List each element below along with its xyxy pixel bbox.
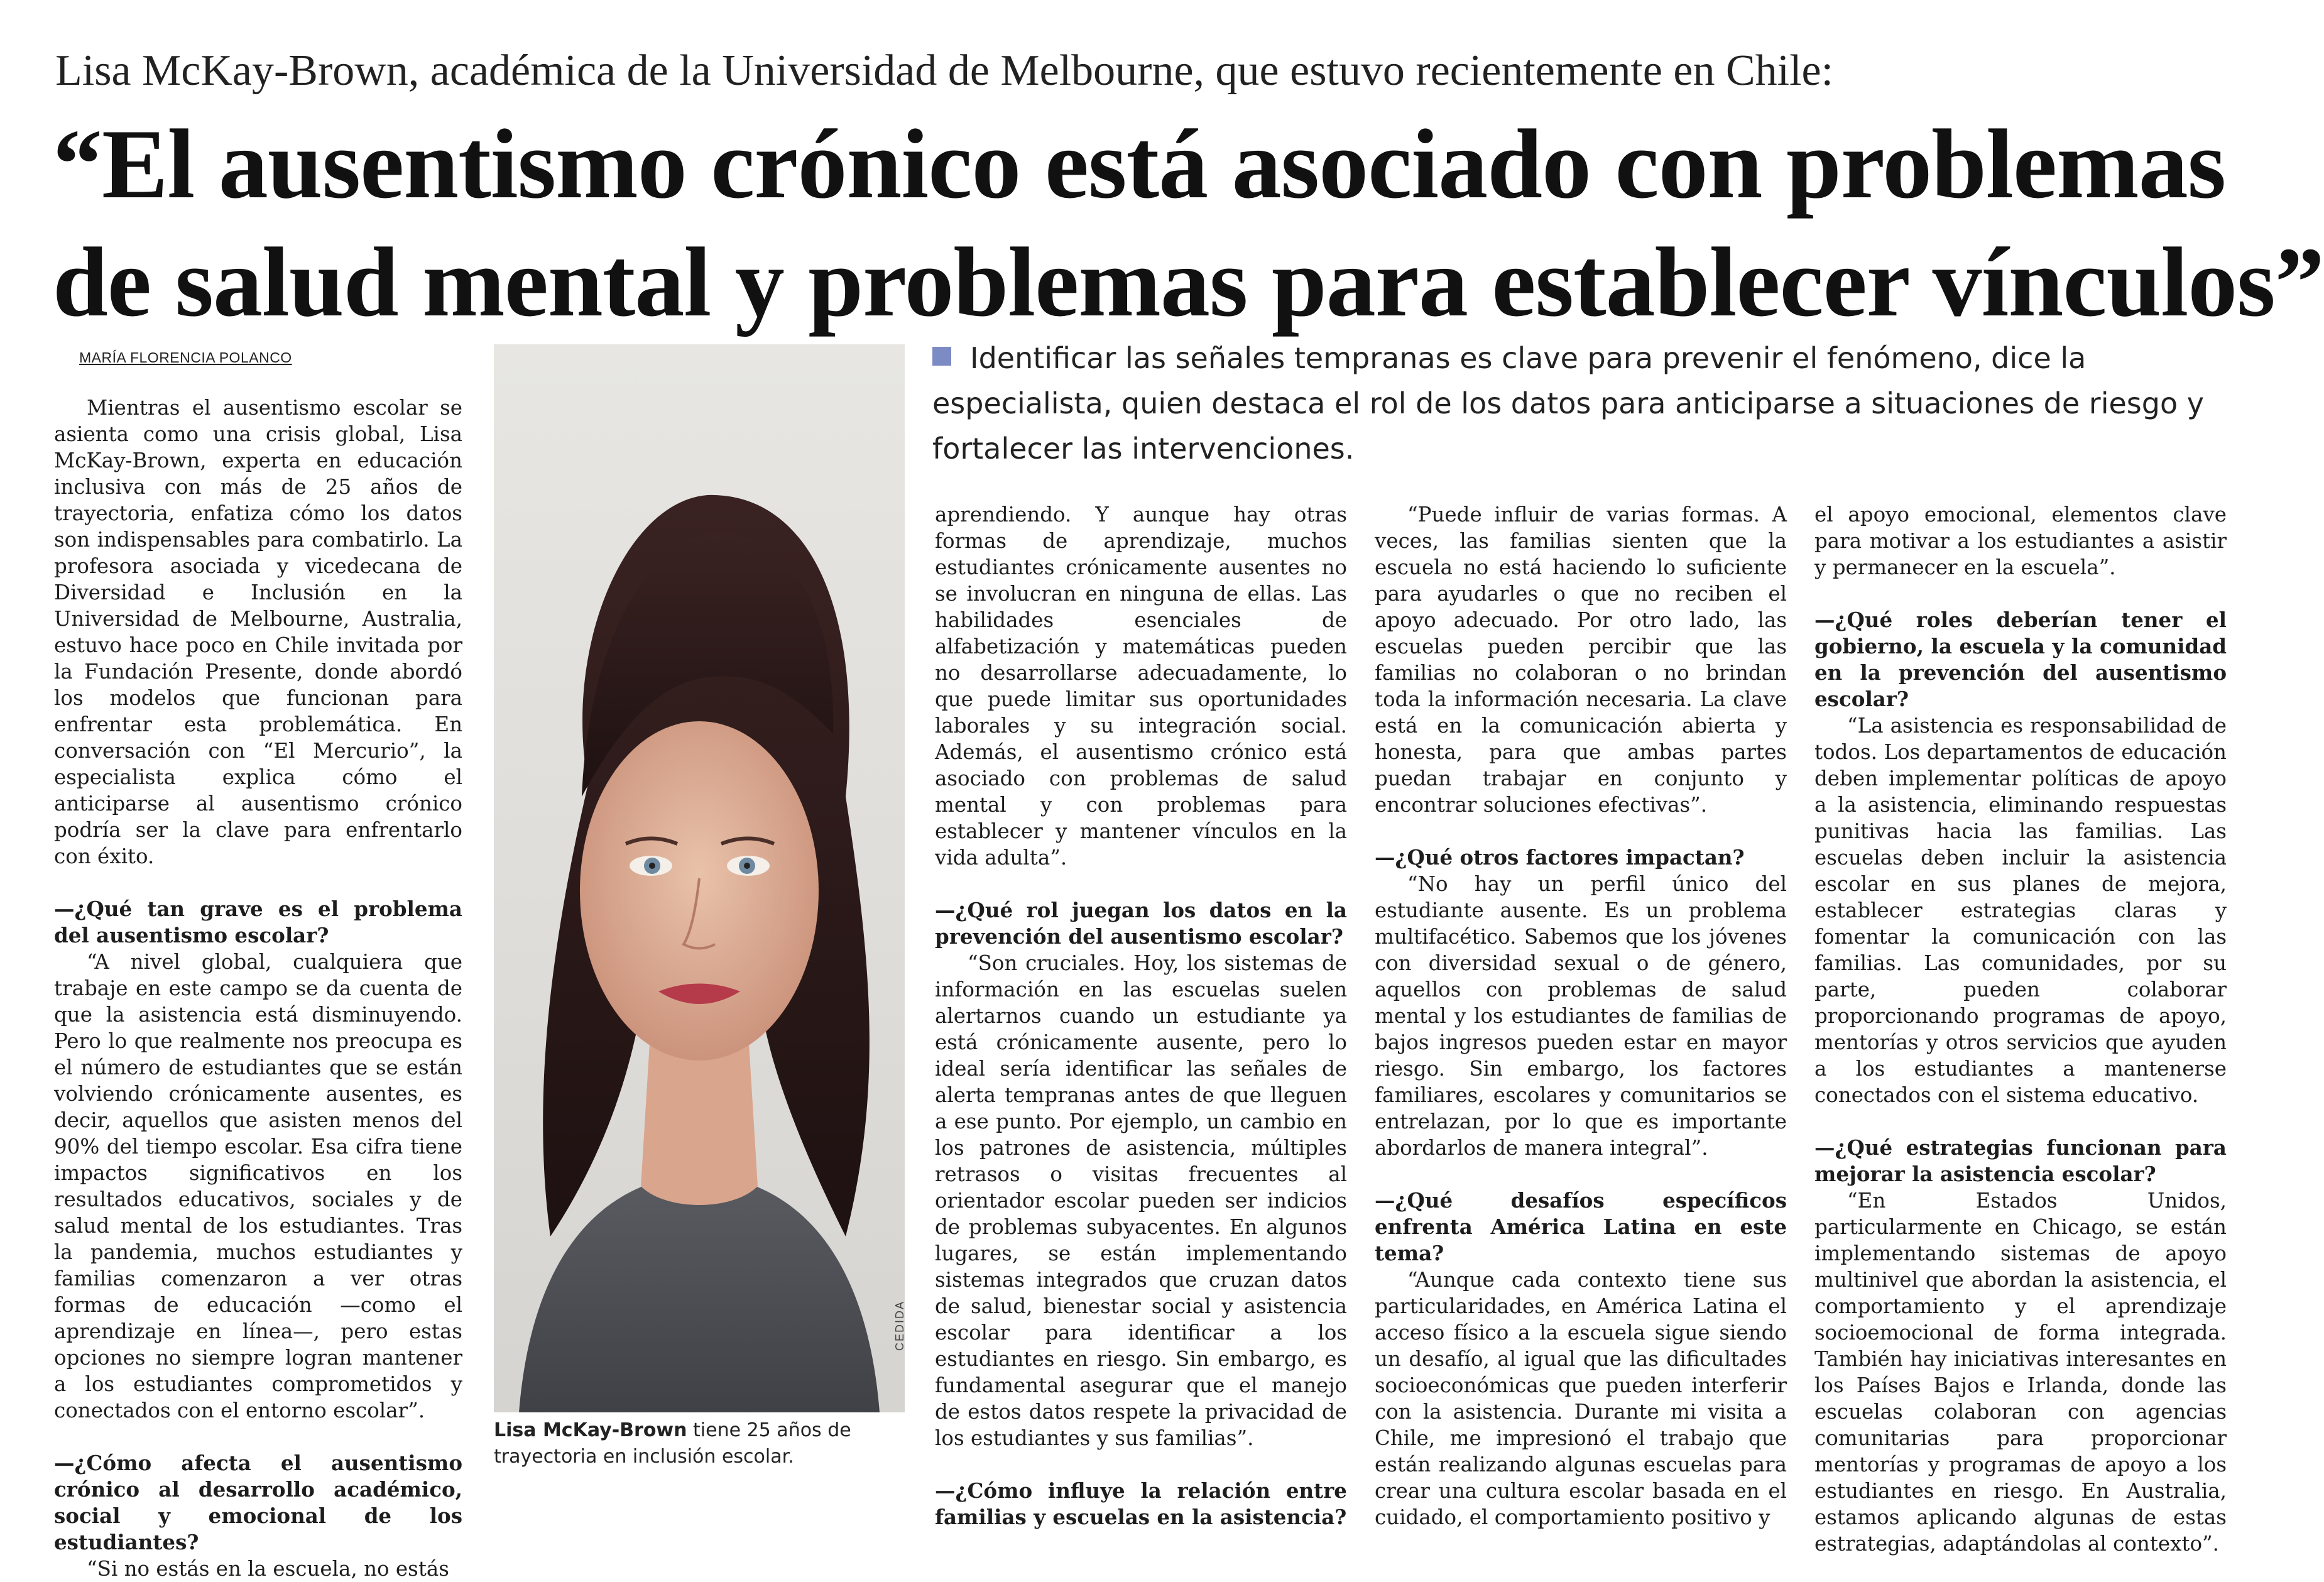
interview-answer: “En Estados Unidos, particularmente en Chicago, se están implementando sistemas de apoyo multinivel que abordan la asistencia, el comportamiento y el aprendizaje socioemocional de forma integrada. También hay iniciativas interesantes en los Países Bajos e Irlanda, donde las escuelas colaboran con agencias comunitarias para proporcionar mentorías y programas de apoyo a los estudiantes en riesgo. En Australia, estamos aplicando algunas de estas estrategias, adaptándolas al contexto”. (1814, 1189, 2227, 1556)
deck (932, 335, 2239, 471)
interview-answer: aprendiendo. Y aunque hay otras formas de aprendizaje, muchos estudiantes crónicamente ausentes no se involucran en ninguna de ellas. Las habilidades esenciales de alfabetización y matemáticas pueden no desarrollarse adecuadamente, lo que puede limitar sus oportunidades laborales y su integración social. Además, el ausentismo crónico está asociado con problemas de salud mental y con problemas para establecer y mantener vínculos en la vida adulta”. (935, 503, 1347, 870)
byline: MARÍA FLORENCIA POLANCO (79, 349, 292, 366)
interview-answer: “Son cruciales. Hoy, los sistemas de información en las escuelas suelen alertarnos cuando un estudiante ya está crónicamente ausente, pero lo ideal sería identificar las señales de alerta tempranas antes de que lleguen a ese punto. Por ejemplo, un cambio en los patrones de asistencia, múltiples retrasos o visitas frecuentes al orientador escolar pueden ser indicios de problemas subyacentes. En algunos lugares, se están implementando sistemas integrados que cruzan datos de salud, bienestar social y asistencia escolar para identificar a los estudiantes en riesgo. Sin embargo, es fundamental asegurar que el manejo de estos datos respete la privacidad de los estudiantes y sus familias”. (935, 951, 1347, 1450)
interview-question: —¿Cómo influye la relación entre familias y escuelas en la asistencia? (935, 1478, 1347, 1529)
interview-question: —¿Qué roles deberían tener el gobierno, la escuela y la comunidad en la prevención del ausentismo escolar? (1814, 608, 2227, 711)
article-column-3 (1375, 501, 1787, 1530)
article-column-2 (935, 501, 1347, 1530)
caption-text: tiene 25 años de trayectoria en inclusión escolar. (494, 1419, 851, 1468)
interview-answer: “A nivel global, cualquiera que trabaje en este campo se da cuenta de que la asistencia está disminuyendo. Pero lo que realmente nos preocupa es el número de estudiantes que se están volviendo crónicamente ausentes, es decir, aquellos que asisten menos del 90% del tiempo escolar. Esa cifra tiene impactos significativos en los resultados educativos, sociales y de salud mental de los estudiantes. Tras la pandemia, muchos estudiantes y familias comenzaron a ver otras formas de educación —como el aprendizaje en línea—, pero estas opciones no siempre logran mantener a los estudiantes comprometidos y conectados con el entorno escolar”. (54, 950, 462, 1422)
headline (53, 106, 2324, 342)
caption-name: Lisa McKay-Brown (494, 1419, 687, 1441)
interview-question: —¿Qué desafíos específicos enfrenta América Latina en este tema? (1375, 1188, 1787, 1265)
kicker: Lisa McKay-Brown, académica de la Universidad de Melbourne, que estuvo recientemente en Chile: (55, 46, 1834, 95)
interview-answer: “Aunque cada contexto tiene sus particularidades, en América Latina el acceso físico a la escuela sigue siendo un desafío, al igual que las dificultades socioeconómicas que pueden interferir con la asistencia. Durante mi visita a Chile, me impresionó el trabajo que están realizando algunas escuelas para crear una cultura escolar basada en el cuidado, el comportamiento positivo y (1375, 1268, 1787, 1529)
photo-credit: CEDIDA (893, 1300, 906, 1351)
headline-line-1: “El ausentismo crónico está asociado con problemas (53, 109, 2226, 219)
interview-question: —¿Qué tan grave es el problema del ausentismo escolar? (54, 897, 462, 947)
interview-answer: “Puede influir de varias formas. A veces, las familias sienten que la escuela no está haciendo lo suficiente para ayudarles o que no reciben el apoyo adecuado. Por otro lado, las escuelas pueden percibir que las familias no colaboran o no brindan toda la información necesaria. La clave está en la comunicación abierta y honesta, para que ambas partes puedan trabajar en conjunto y encontrar soluciones efectivas”. (1375, 503, 1787, 817)
interview-question: —¿Qué estrategias funcionan para mejorar la asistencia escolar? (1814, 1135, 2227, 1186)
interview-answer: “Si no estás en la escuela, no estás (87, 1557, 449, 1581)
interview-answer: “No hay un perfil único del estudiante ausente. Es un problema multifacético. Sabemos que los jóvenes con diversidad sexual o de género, aquellos con problemas de salud mental y los estudiantes de familias de bajos ingresos pueden estar en mayor riesgo. Sin embargo, los factores familiares, escolares y comunitarios se entrelazan, por lo que es importante abordarlos de manera integral”. (1375, 872, 1787, 1160)
photo-caption (494, 1417, 908, 1470)
interview-answer: el apoyo emocional, elementos clave para motivar a los estudiantes a asistir y permanecer en la escuela”. (1814, 503, 2227, 579)
portrait-illustration (494, 344, 905, 1412)
interview-question: —¿Qué rol juegan los datos en la prevención del ausentismo escolar? (935, 898, 1347, 949)
article-column-1 (54, 395, 462, 1582)
deck-text: Identificar las señales tempranas es clave para prevenir el fenómeno, dice la especialista, quien destaca el rol de los datos para anticiparse a situaciones de riesgo y fortalecer las intervenciones. (932, 341, 2204, 466)
intro-paragraph: Mientras el ausentismo escolar se asienta como una crisis global, Lisa McKay-Brown, experta en educación inclusiva con más de 25 años de trayectoria, enfatiza cómo los datos son indispensables para combatirlo. La profesora asociada y vicedecana de Diversidad e Inclusión en la Universidad de Melbourne, Australia, estuvo hace poco en Chile invitada por la Fundación Presente, donde abordó los modelos que funcionan para enfrentar esta problemática. En conversación con “El Mercurio”, la especialista explica cómo el anticiparse al ausentismo crónico podría ser la clave para enfrentarlo con éxito. (54, 396, 462, 868)
interview-answer: “La asistencia es responsabilidad de todos. Los departamentos de educación deben implementar políticas de apoyo a la asistencia, eliminando respuestas punitivas hacia las familias. Las escuelas deben incluir la asistencia escolar en sus planes de mejora, establecer estrategias claras y fomentar la comunicación con las familias. Las comunidades, por su parte, pueden colaborar proporcionando programas de apoyo, mentorías y otros servicios que ayuden a los estudiantes a mantenerse conectados con el sistema educativo. (1814, 714, 2227, 1107)
interview-question: —¿Cómo afecta el ausentismo crónico al desarrollo académico, social y emocional de los estudiantes? (54, 1451, 462, 1554)
portrait-photo (494, 344, 905, 1412)
article-column-4 (1814, 501, 2227, 1557)
headline-line-2: de salud mental y problemas para establecer vínculos” (53, 227, 2324, 337)
interview-question: —¿Qué otros factores impactan? (1375, 845, 1745, 870)
